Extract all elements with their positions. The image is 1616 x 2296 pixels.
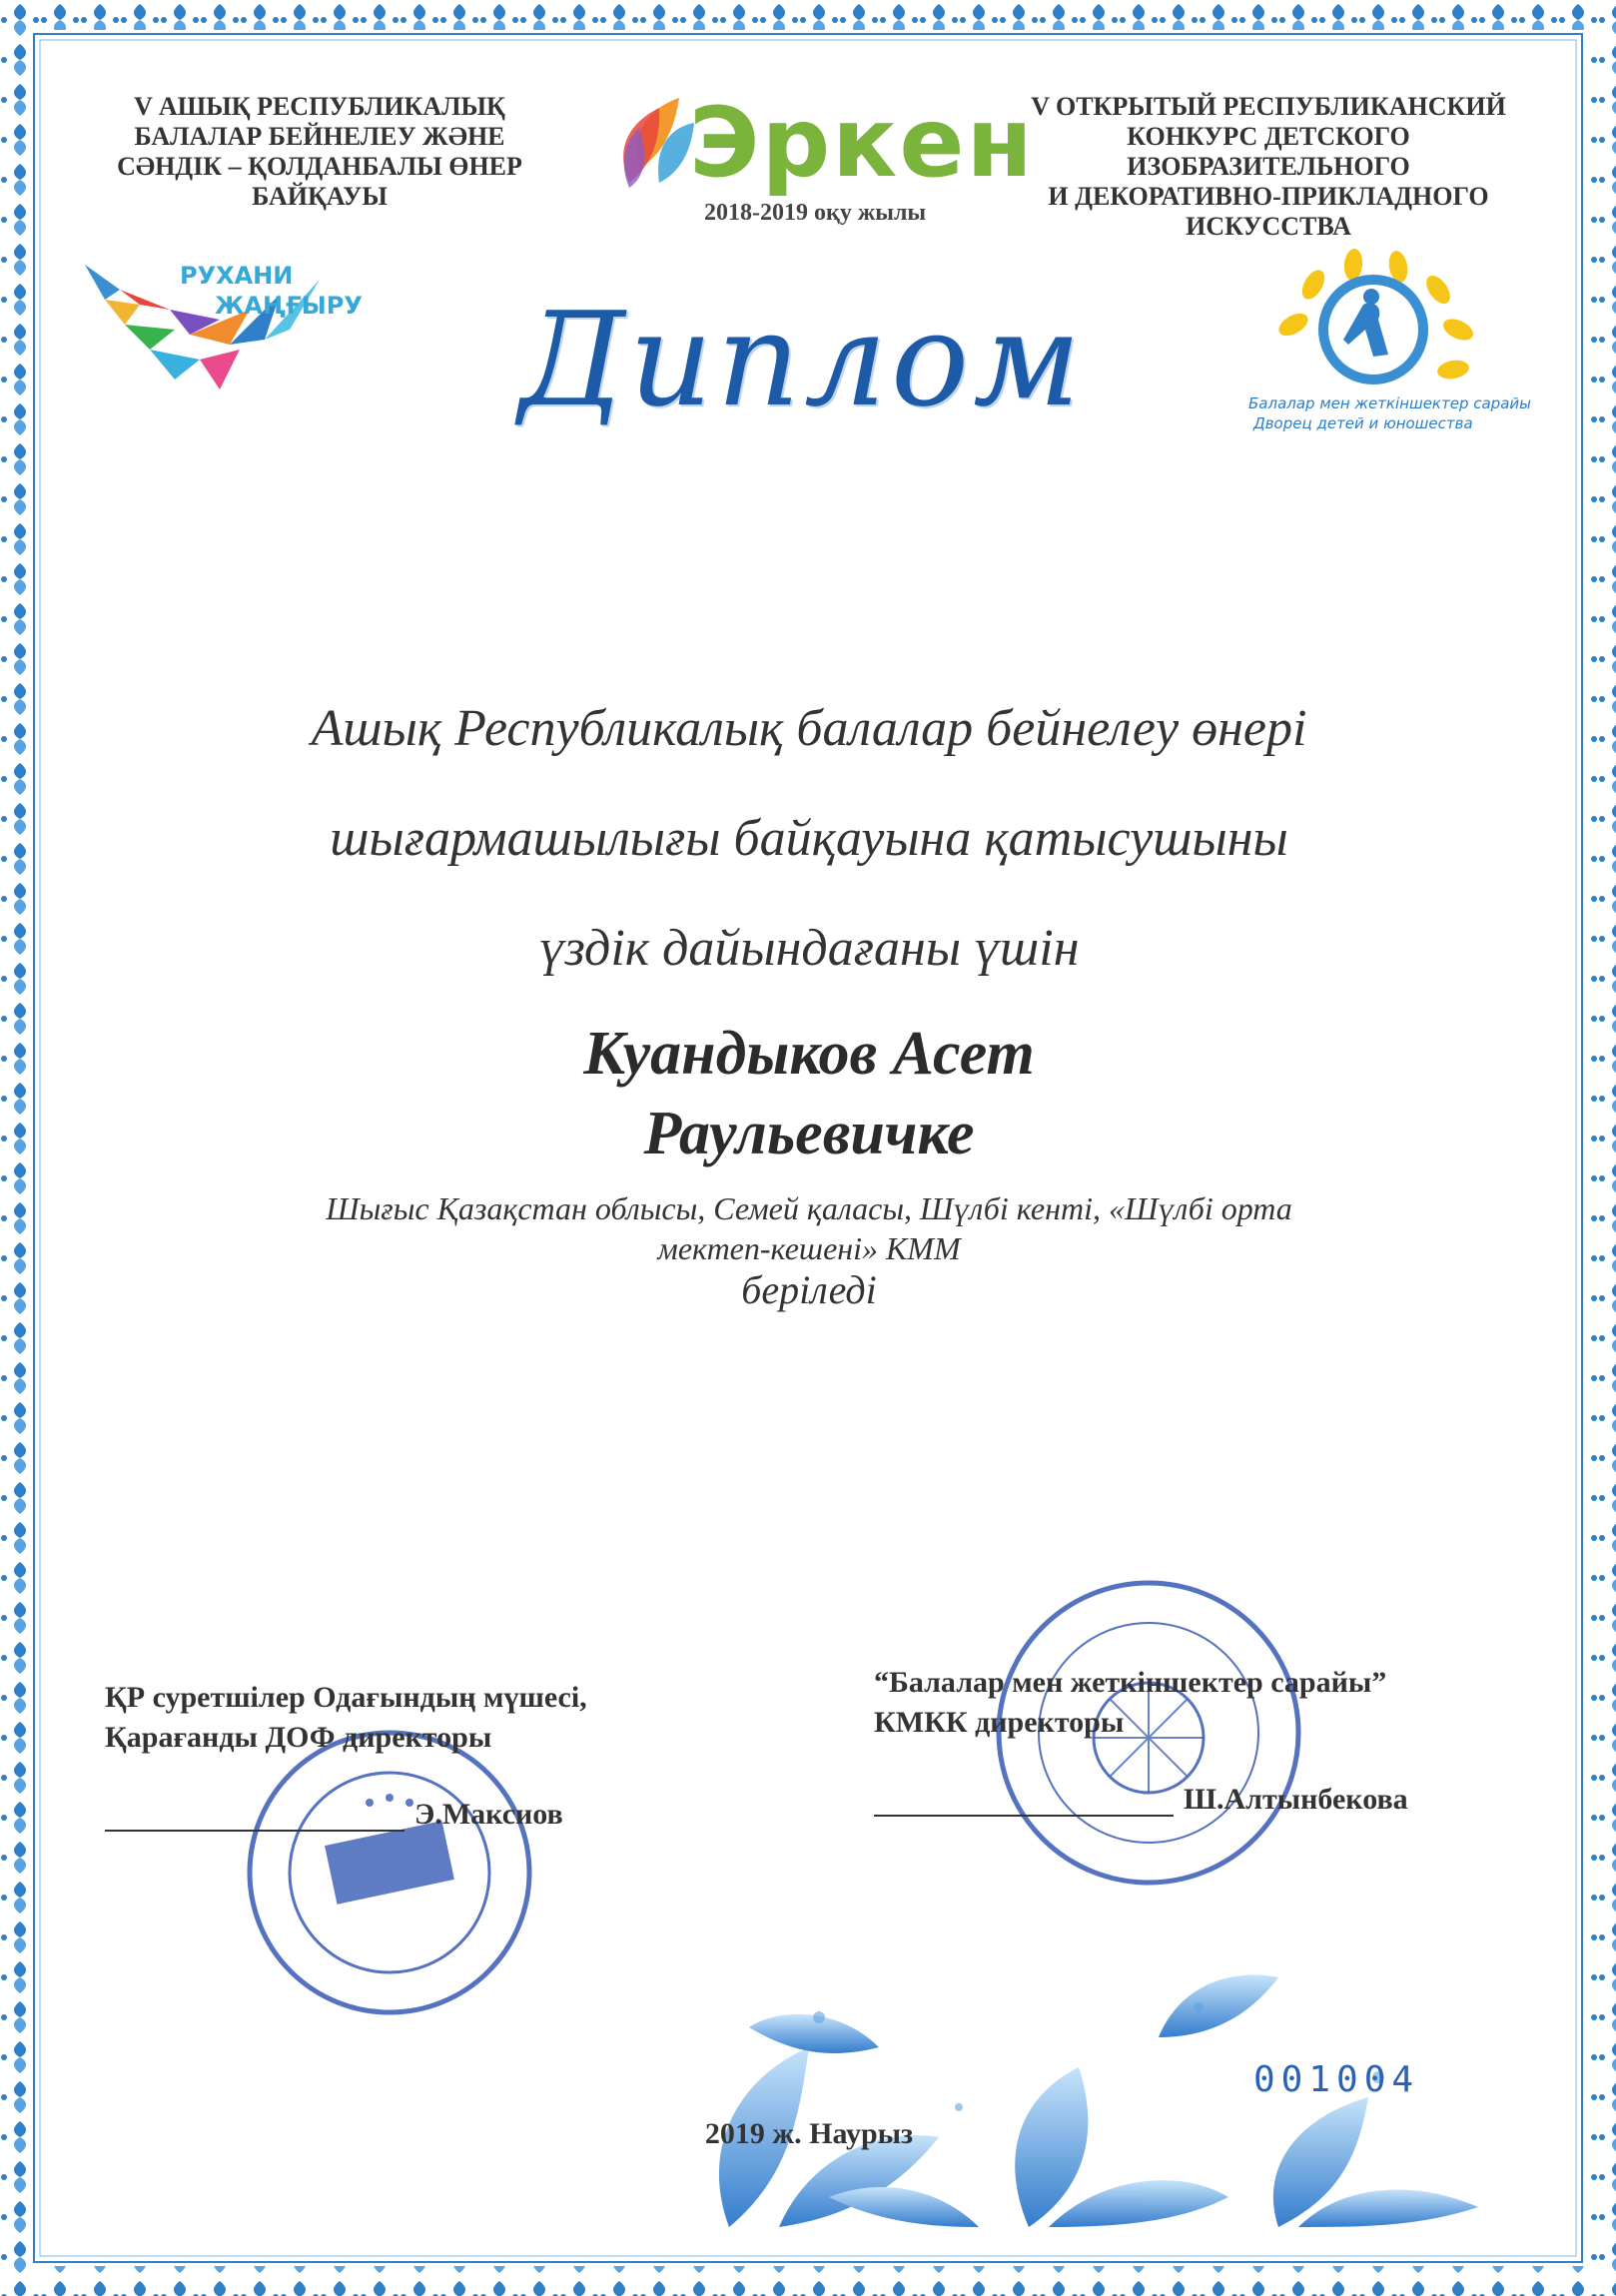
right-signature-row xyxy=(874,1783,1553,1817)
zhangyru-text: ЖАҢҒЫРУ xyxy=(215,292,363,320)
recipient-name-line2: Раульевичке xyxy=(643,1100,975,1167)
header-right-russian xyxy=(1009,92,1528,242)
right-signer-title1: “Балалар мен жеткіншектер сарайы” xyxy=(874,1666,1387,1699)
left-signer-title2: Қарағанды ДОФ директоры xyxy=(105,1721,492,1754)
rukhani-zhangyru-logo xyxy=(80,250,400,409)
logo-year: 2018-2019 оқу жылы xyxy=(704,200,927,226)
left-signer-name: Э.Максиов xyxy=(414,1798,563,1831)
header-right-line: ИЗОБРАЗИТЕЛЬНОГО xyxy=(1127,152,1410,181)
school-line2: мектеп-кешені» КММ xyxy=(657,1230,961,1266)
header-left-line: СӘНДІК – ҚОЛДАНБАЛЫ ӨНЕР xyxy=(117,152,522,181)
left-signature-line xyxy=(105,1830,404,1832)
recipient-name-line1: Куандыков Асет xyxy=(583,1020,1035,1088)
header-left-kazakh xyxy=(95,92,544,212)
erken-logo xyxy=(599,87,1035,238)
school-line1: Шығыс Қазақстан облысы, Семей қаласы, Шүлбі кенті, «Шүлбі орта xyxy=(326,1190,1292,1226)
right-signer-name: Ш.Алтынбекова xyxy=(1184,1783,1408,1816)
header-right-line: ИСКУССТВА xyxy=(1186,212,1351,241)
issue-date: 2019 ж. Наурыз xyxy=(704,2117,914,2150)
palace-russian-text: Дворец детей и юношества xyxy=(1253,414,1473,432)
award-text-line3: үздік дайындағаны үшін xyxy=(538,920,1080,977)
right-signer-title2: КМКК директоры xyxy=(874,1706,1125,1739)
diploma-title: Диплом xyxy=(519,284,1085,435)
awarded-text: беріледі xyxy=(741,1267,877,1312)
header-right-line: КОНКУРС ДЕТСКОГО xyxy=(1127,122,1410,151)
palace-logo xyxy=(1248,245,1531,444)
serial-number: 001004 xyxy=(1253,2059,1420,2100)
rukhani-text: РУХАНИ xyxy=(180,262,294,290)
award-text-line1: Ашық Республикалық балалар бейнелеу өнері xyxy=(311,700,1307,757)
left-signer-title1: ҚР суретшілер Одағындың мүшесі, xyxy=(105,1681,587,1714)
left-signature-row xyxy=(105,1798,664,1832)
sun-child-logo-icon xyxy=(1253,245,1513,394)
header-left-line: БАЛАЛАР БЕЙНЕЛЕУ ЖӘНЕ xyxy=(134,122,505,151)
header-left-line: V АШЫҚ РЕСПУБЛИКАЛЫҚ xyxy=(134,92,505,121)
palace-kazakh-text: Балалар мен жеткіншектер сарайы xyxy=(1248,394,1531,412)
logo-wordmark: Эркен xyxy=(689,87,1035,199)
header-left-line: БАЙҚАУЫ xyxy=(252,182,388,211)
header-right-line: V ОТКРЫТЫЙ РЕСПУБЛИКАНСКИЙ xyxy=(1031,92,1506,121)
right-signature-block xyxy=(874,1663,1553,1817)
award-text-line2: шығармашылығы байқауына қатысушыны xyxy=(330,810,1288,867)
left-signature-block xyxy=(105,1678,664,1832)
right-signature-line xyxy=(874,1815,1174,1817)
header-right-line: И ДЕКОРАТИВНО-ПРИКЛАДНОГО xyxy=(1048,182,1489,211)
